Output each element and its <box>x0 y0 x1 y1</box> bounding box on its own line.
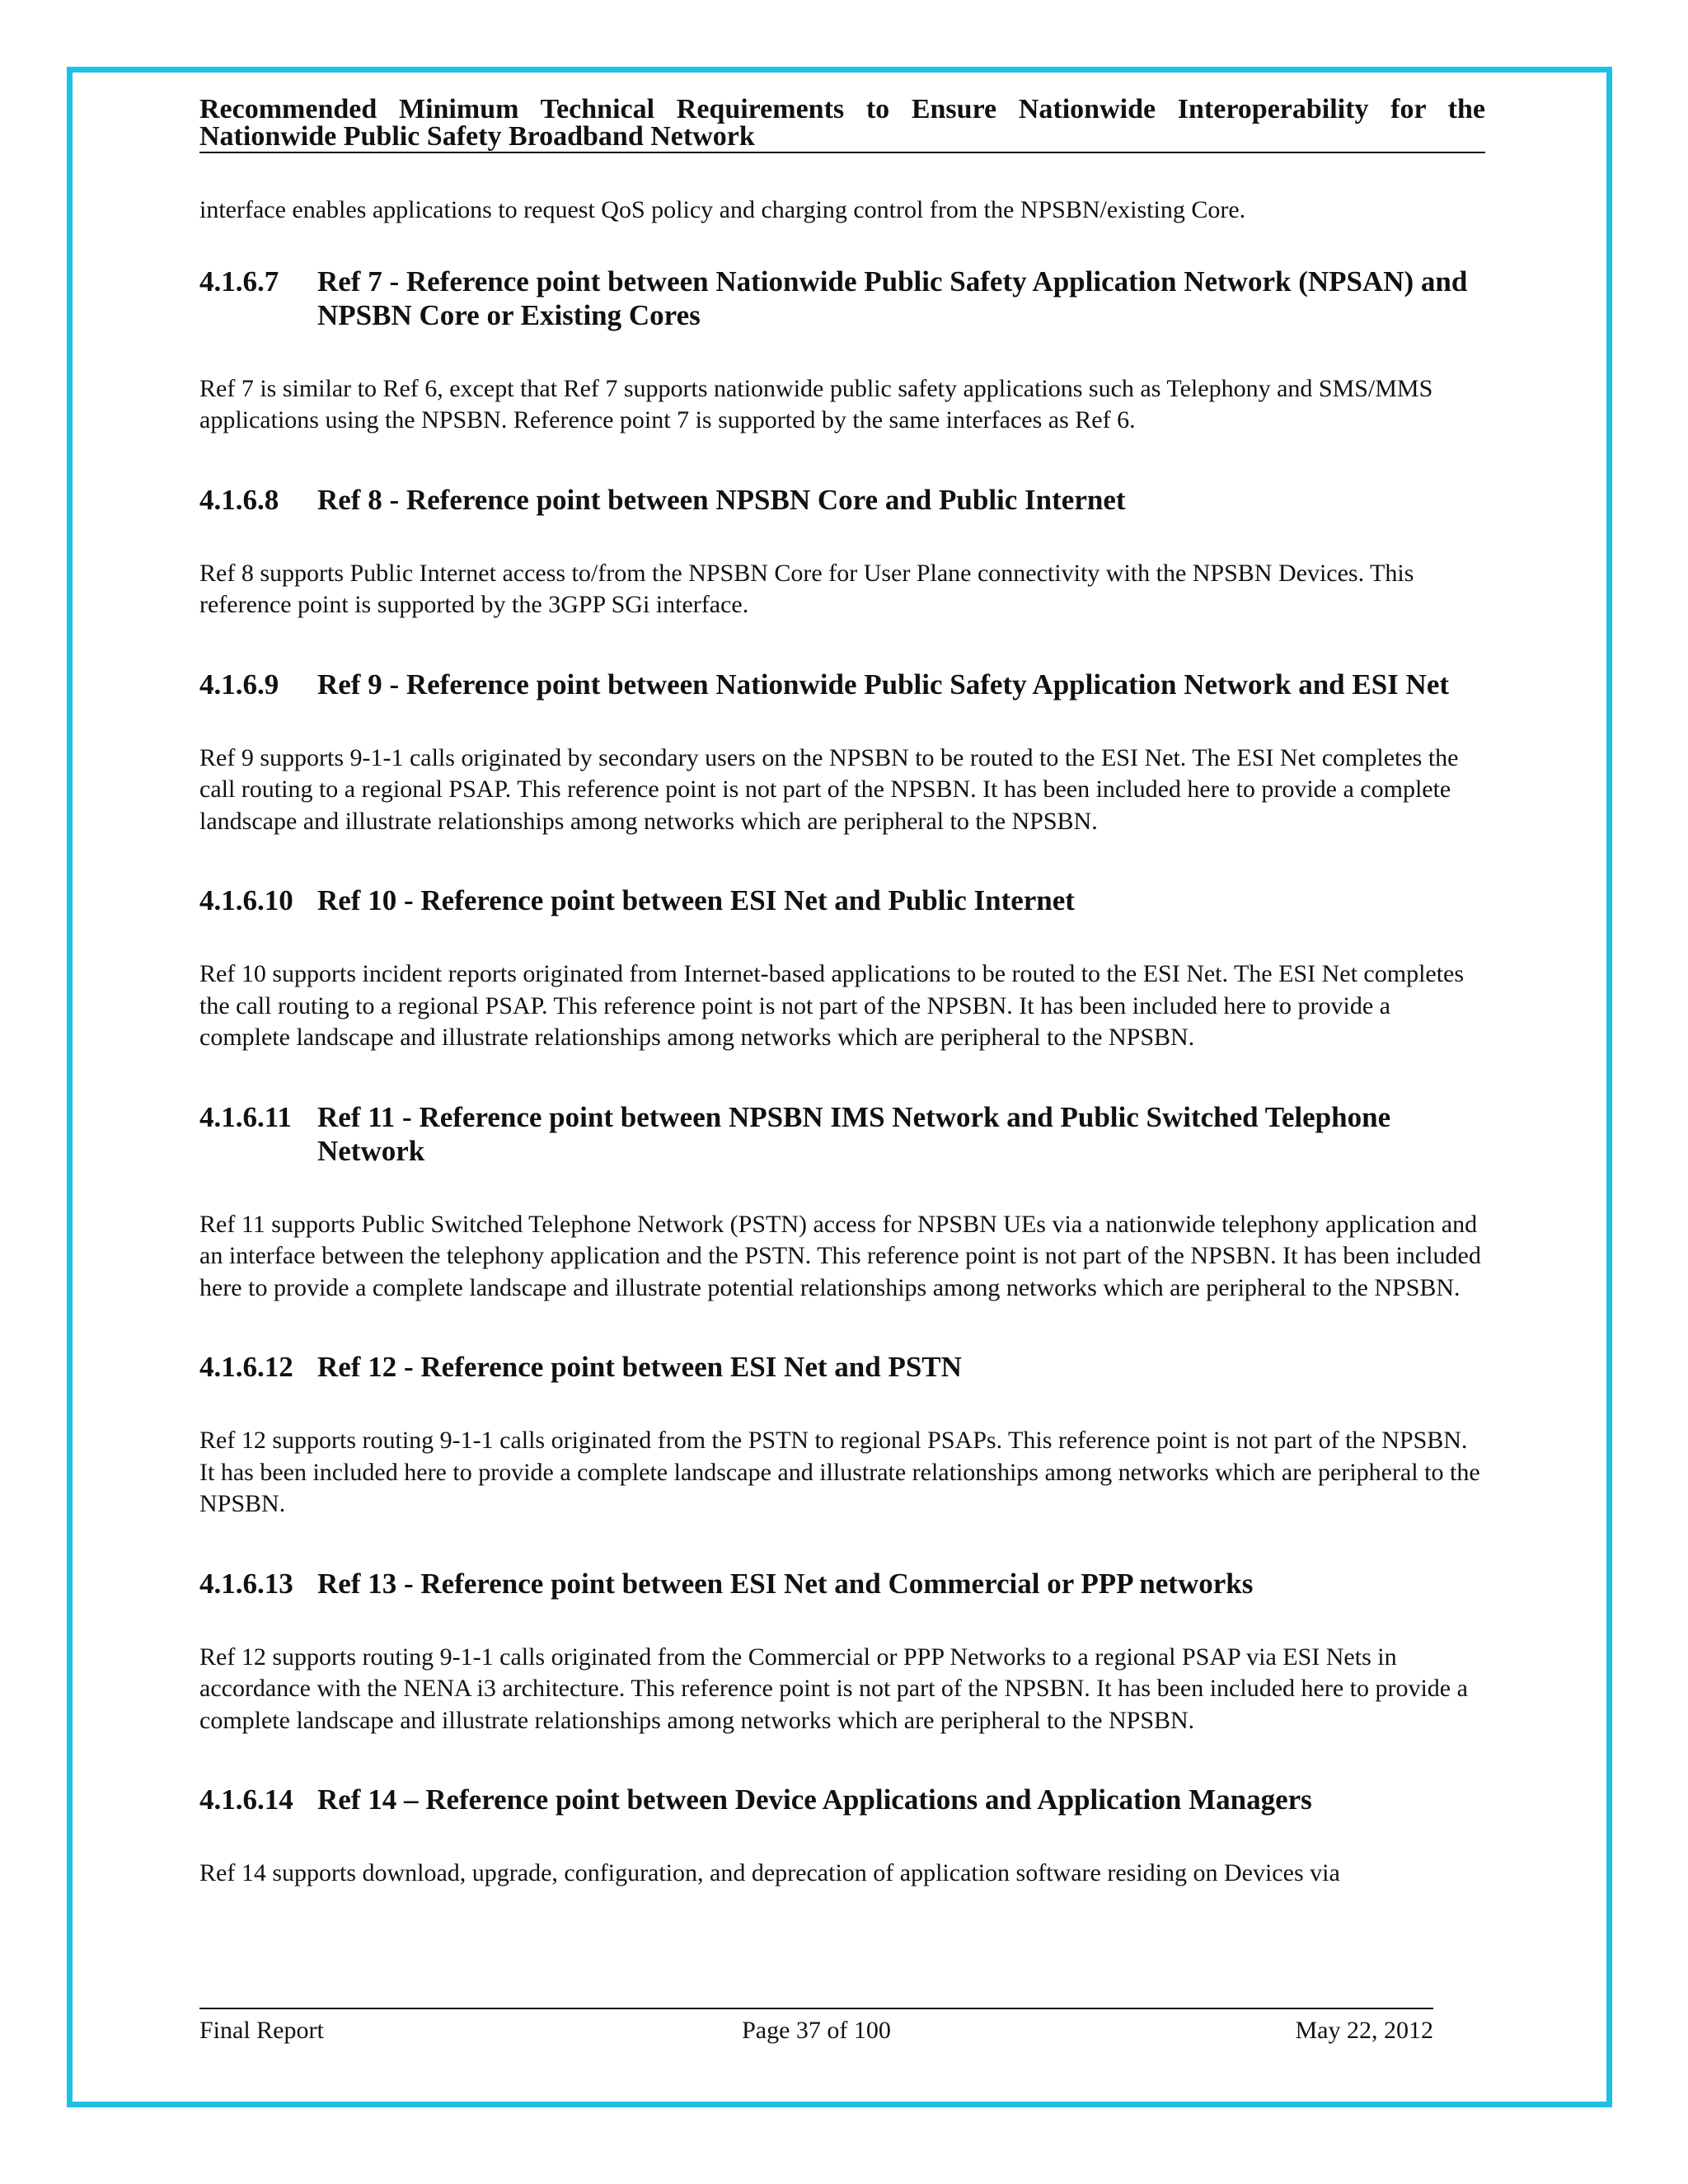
section-heading <box>199 1567 1485 1601</box>
section-number: 4.1.6.7 <box>199 265 279 298</box>
section-heading <box>199 483 1485 517</box>
section-paragraph: Ref 10 supports incident reports originated from Internet-based applications to be routed to the ESI Net. The ESI Net completes the call routing to a regional PSAP. This reference point is not part of the NPSBN. It has been included here to provide a complete landscape and illustrate relationships among networks which are peripheral to the NPSBN. <box>199 960 1465 1051</box>
section-title: Ref 10 - Reference point between ESI Net and Public Internet <box>317 884 1075 916</box>
section-title: Ref 9 - Reference point between Nationwide Public Safety Application Network and ESI Net <box>317 668 1450 701</box>
section-paragraph: Ref 9 supports 9-1-1 calls originated by secondary users on the NPSBN to be routed to the ESI Net. The ESI Net completes the call routing to a regional PSAP. This reference point is not part of the NPSBN. It has been included here to provide a complete landscape and illustrate relationships among networks which are peripheral to the NPSBN. <box>199 743 1459 835</box>
section-number: 4.1.6.9 <box>199 668 279 701</box>
footer-date: May 22, 2012 <box>1295 2017 1433 2044</box>
section-title: Ref 7 - Reference point between Nationwide Public Safety Application Network (NPSAN) and NPSBN Core or Existing Cores <box>317 265 1468 331</box>
section-heading <box>199 883 1485 917</box>
intro-paragraph: interface enables applications to request QoS policy and charging control from the NPSBN/existing Core. <box>199 196 1246 223</box>
section-title: Ref 14 – Reference point between Device Applications and Application Managers <box>317 1783 1312 1816</box>
page-header <box>199 96 1485 153</box>
section-paragraph: Ref 12 supports routing 9-1-1 calls originated from the Commercial or PPP Networks to a regional PSAP via ESI Nets in accordance with the NENA i3 architecture. This reference point is not part of the NPSBN. It has been included here to provide a complete landscape and illustrate relationships among networks which are peripheral to the NPSBN. <box>199 1643 1468 1734</box>
section-number: 4.1.6.14 <box>199 1783 293 1816</box>
page-number: Page 37 of 100 <box>742 2017 891 2044</box>
section-heading <box>199 265 1485 332</box>
section-paragraph: Ref 7 is similar to Ref 6, except that Ref 7 supports nationwide public safety applications such as Telephony and SMS/MMS applications using the NPSBN. Reference point 7 is supported by the same interfaces as Ref 6. <box>199 374 1433 434</box>
page-footer <box>199 2008 1433 2046</box>
section-heading <box>199 1350 1485 1384</box>
section-title: Ref 13 - Reference point between ESI Net and Commercial or PPP networks <box>317 1567 1254 1600</box>
section-heading <box>199 1100 1485 1168</box>
section-paragraph: Ref 12 supports routing 9-1-1 calls originated from the PSTN to regional PSAPs. This reference point is not part of the NPSBN. It has been included here to provide a complete landscape and illustrate relationships among networks which are peripheral to the NPSBN. <box>199 1427 1480 1517</box>
document-body <box>199 194 1485 1936</box>
section-paragraph: Ref 8 supports Public Internet access to/from the NPSBN Core for User Plane connectivity with the NPSBN Devices. This reference point is supported by the 3GPP SGi interface. <box>199 559 1414 618</box>
section-paragraph: Ref 11 supports Public Switched Telephone Network (PSTN) access for NPSBN UEs via a nationwide telephony application and an interface between the telephony application and the PSTN. This reference point is not part of the NPSBN. It has been included here to provide a complete landscape and illustrate potential relationships among networks which are peripheral to the NPSBN. <box>199 1210 1481 1301</box>
section-number: 4.1.6.10 <box>199 884 293 916</box>
section-title: Ref 8 - Reference point between NPSBN Core and Public Internet <box>317 483 1126 516</box>
section-number: 4.1.6.8 <box>199 483 279 516</box>
section-heading <box>199 1783 1485 1816</box>
footer-report-label: Final Report <box>199 2017 324 2044</box>
section-number: 4.1.6.12 <box>199 1351 293 1383</box>
section-title: Ref 11 - Reference point between NPSBN IMS Network and Public Switched Telephone Network <box>317 1100 1391 1167</box>
section-heading <box>199 668 1485 701</box>
document-title: Recommended Minimum Technical Requirements to Ensure Nationwide Interoperability for the Nationwide Public Safety Broadband Network <box>199 94 1485 152</box>
section-title: Ref 12 - Reference point between ESI Net and PSTN <box>317 1351 962 1383</box>
section-number: 4.1.6.11 <box>199 1100 292 1133</box>
section-paragraph: Ref 14 supports download, upgrade, configuration, and deprecation of application software residing on Devices via <box>199 1859 1340 1886</box>
section-number: 4.1.6.13 <box>199 1567 293 1600</box>
